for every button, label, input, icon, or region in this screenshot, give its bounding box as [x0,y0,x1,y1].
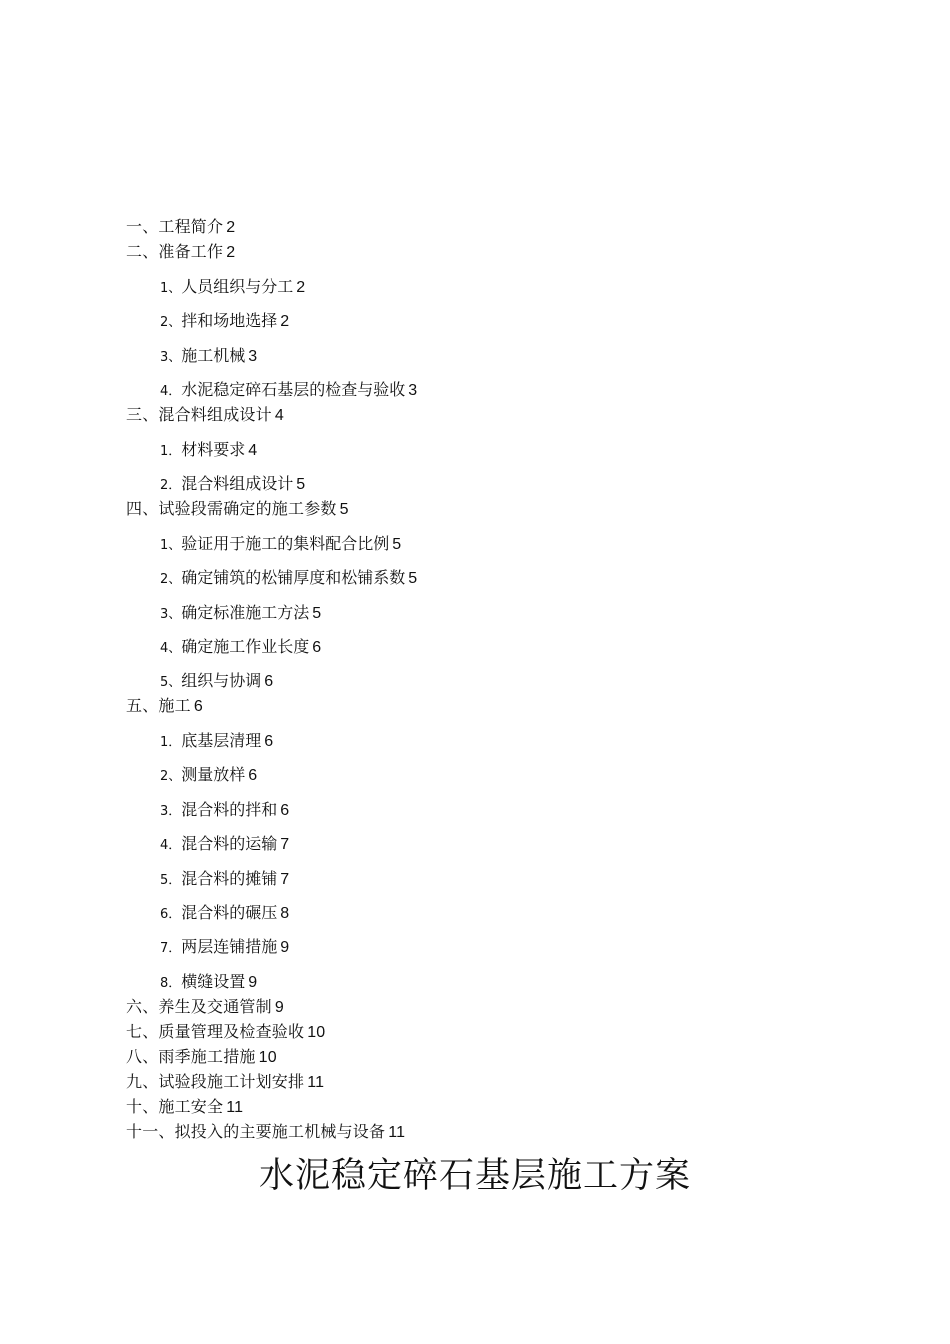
toc-entry-label: 九、试验段施工计划安排 [126,1072,305,1091]
toc-subentry-label: 验证用于施工的集料配合比例 [181,534,390,553]
toc-entry[interactable] [126,217,235,238]
toc-subentry[interactable] [160,903,289,925]
toc-subentry-number: 4． [160,384,182,399]
toc-subentry-label: 混合料的运输 [181,834,278,853]
toc-subentry-label: 横缝设置 [181,972,246,991]
toc-subentry-label: 底基层清理 [181,731,262,750]
toc-subentry[interactable] [160,277,305,299]
toc-subentry[interactable] [160,765,257,787]
toc-entry[interactable] [126,1072,324,1093]
toc-subentry-number: 7． [160,941,182,956]
toc-entry[interactable] [126,1122,405,1143]
toc-subentry[interactable] [160,937,289,959]
toc-page-number: 6 [280,802,290,819]
toc-page-number: 3 [248,348,258,365]
toc-page-number: 4 [248,442,258,459]
toc-entry-label: 六、养生及交通管制 [126,997,272,1016]
toc-subentry[interactable] [160,800,289,822]
toc-page-number: 6 [264,673,274,690]
toc-subentry-label: 混合料的碾压 [181,903,278,922]
toc-entry-label: 八、雨季施工措施 [126,1047,256,1066]
toc-subentry[interactable] [160,311,289,333]
toc-subentry-number: 1、 [160,281,182,296]
toc-subentry-label: 测量放样 [181,765,246,784]
toc-page-number: 6 [193,698,203,715]
toc-page-number: 6 [264,733,274,750]
toc-subentry[interactable] [160,869,289,891]
toc-page-number: 7 [280,836,290,853]
toc-entry-label: 二、准备工作 [126,242,224,261]
toc-subentry[interactable] [160,568,417,590]
toc-entry[interactable] [126,1022,325,1043]
toc-page-number: 6 [312,639,322,656]
toc-page-number: 10 [258,1049,277,1066]
toc-subentry-number: 8． [160,976,182,991]
toc-page-number: 6 [248,767,258,784]
toc-subentry-number: 3、 [160,350,182,365]
toc-page-number: 9 [274,999,284,1016]
toc-subentry-label: 确定标准施工方法 [181,603,310,622]
toc-subentry[interactable] [160,534,401,556]
toc-subentry-number: 6． [160,907,182,922]
toc-subentry-number: 2、 [160,769,182,784]
toc-subentry-number: 3． [160,804,182,819]
toc-subentry-label: 拌和场地选择 [181,311,278,330]
toc-entry[interactable] [126,997,284,1018]
toc-subentry-number: 1、 [160,538,182,553]
toc-subentry-number: 4． [160,838,182,853]
toc-subentry-number: 4、 [160,641,182,656]
toc-subentry-label: 混合料的摊铺 [181,869,278,888]
toc-subentry-label: 组织与协调 [181,671,262,690]
toc-entry-label: 七、质量管理及检查验收 [126,1022,305,1041]
toc-page-number: 11 [226,1099,244,1116]
toc-subentry-number: 2． [160,478,182,493]
toc-page-number: 11 [388,1124,406,1141]
toc-page-number: 8 [280,905,290,922]
toc-page-number: 3 [408,382,418,399]
toc-subentry-number: 2、 [160,572,182,587]
toc-subentry-label: 施工机械 [181,346,246,365]
toc-subentry[interactable] [160,637,321,659]
toc-subentry-number: 3、 [160,607,182,622]
toc-entry-label: 一、工程简介 [126,217,224,236]
toc-page-number: 9 [280,939,290,956]
toc-subentry-label: 混合料的拌和 [181,800,278,819]
toc-subentry[interactable] [160,440,257,462]
toc-subentry-number: 2、 [160,315,182,330]
toc-entry[interactable] [126,696,203,717]
toc-entry[interactable] [126,499,349,520]
toc-entry-label: 五、施工 [126,696,191,715]
toc-subentry-number: 1． [160,444,182,459]
toc-subentry-label: 材料要求 [181,440,246,459]
toc-subentry[interactable] [160,603,321,625]
toc-entry-label: 十、施工安全 [126,1097,224,1116]
toc-subentry-label: 确定铺筑的松铺厚度和松铺系数 [181,568,406,587]
toc-subentry[interactable] [160,380,417,402]
toc-page-number: 9 [248,974,258,991]
toc-subentry-label: 混合料组成设计 [181,474,294,493]
toc-page-number: 11 [307,1074,325,1091]
toc-subentry[interactable] [160,346,257,368]
toc-page-number: 5 [339,501,349,518]
toc-entry[interactable] [126,242,235,263]
toc-subentry-label: 两层连铺措施 [181,937,278,956]
toc-entry-label: 十一、拟投入的主要施工机械与设备 [126,1122,386,1141]
toc-subentry-number: 1． [160,735,182,750]
toc-subentry-number: 5、 [160,675,182,690]
toc-entry[interactable] [126,1047,277,1068]
toc-page-number: 5 [392,536,402,553]
toc-page-number: 7 [280,871,290,888]
toc-page-number: 2 [226,244,236,261]
toc-subentry[interactable] [160,474,305,496]
toc-subentry[interactable] [160,671,273,693]
toc-subentry-label: 确定施工作业长度 [181,637,310,656]
toc-subentry[interactable] [160,834,289,856]
toc-entry-label: 三、混合料组成设计 [126,405,272,424]
toc-page-number: 4 [274,407,284,424]
toc-page-number: 2 [280,313,290,330]
toc-page-number: 10 [307,1024,326,1041]
toc-page-number: 2 [226,219,236,236]
toc-entry[interactable] [126,1097,243,1118]
toc-subentry-label: 水泥稳定碎石基层的检查与验收 [181,380,406,399]
toc-entry-label: 四、试验段需确定的施工参数 [126,499,337,518]
toc-subentry-number: 5． [160,873,182,888]
toc-page-number: 5 [296,476,306,493]
toc-subentry-label: 人员组织与分工 [181,277,294,296]
toc-page-number: 5 [312,605,322,622]
toc-subentry[interactable] [160,731,273,753]
toc-subentry[interactable] [160,972,257,994]
document-title: 水泥稳定碎石基层施工方案 [258,1156,691,1196]
toc-entry[interactable] [126,405,284,426]
toc-page-number: 5 [408,570,418,587]
toc-page-number: 2 [296,279,306,296]
